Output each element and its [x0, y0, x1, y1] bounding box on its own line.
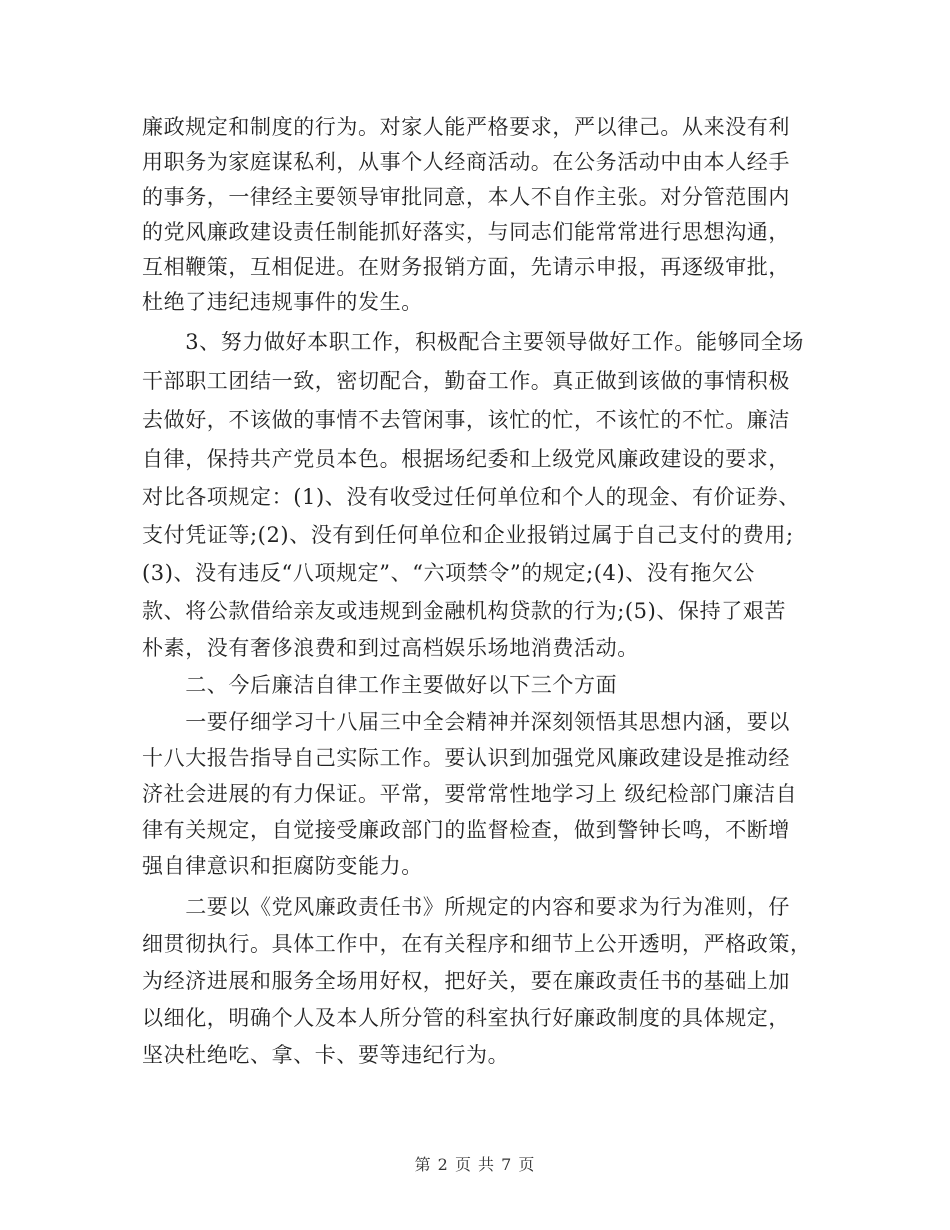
body-text-line: 廉政规定和制度的行为。对家人能严格要求，严以律己。从来没有利 — [142, 115, 790, 139]
body-text-line: (3)、没有违反“八项规定”、“六项禁令”的规定;(4)、没有拖欠公 — [142, 561, 755, 585]
body-text-line: 朴素，没有奢侈浪费和到过高档娱乐场地消费活动。 — [142, 636, 639, 660]
body-text-line: 自律，保持共产党员本色。根据场纪委和上级党风廉政建设的要求， — [142, 447, 790, 471]
body-text-line: 坚决杜绝吃、拿、卡、要等违纪行为。 — [142, 1043, 510, 1067]
body-text-line: 强自律意识和拒腐防变能力。 — [142, 854, 423, 878]
body-text-line: 款、将公款借给亲友或违规到金融机构贷款的行为;(5)、保持了艰苦 — [142, 599, 787, 623]
body-text-line: 为经济进展和服务全场用好权，把好关，要在廉政责任书的基础上加 — [142, 969, 790, 993]
body-text-line: 以细化，明确个人及本人所分管的科室执行好廉政制度的具体规定， — [142, 1006, 790, 1030]
body-text-line: 杜绝了违纪违规事件的发生。 — [142, 290, 423, 314]
body-text-line: 细贯彻执行。具体工作中，在有关程序和细节上公开透明，严格政策， — [142, 932, 812, 956]
section-heading: 二、今后廉洁自律工作主要做好以下三个方面 — [142, 673, 618, 697]
body-text-line: 一要仔细学习十八届三中全会精神并深刻领悟其思想内涵，要以 — [142, 710, 790, 734]
body-text-line: 支付凭证等;(2)、没有到任何单位和企业报销过属于自己支付的费用; — [142, 523, 794, 547]
body-text-line: 的党风廉政建设责任制能抓好落实，与同志们能常常进行思想沟通， — [142, 220, 790, 244]
body-text-line: 用职务为家庭谋私利，从事个人经商活动。在公务活动中由本人经手 — [142, 150, 790, 174]
body-text-line: 对比各项规定：(1)、没有收受过任何单位和个人的现金、有价证券、 — [142, 485, 800, 509]
body-text-line: 互相鞭策，互相促进。在财务报销方面，先请示申报，再逐级审批， — [142, 255, 790, 279]
body-text-line: 干部职工团结一致，密切配合，勤奋工作。真正做到该做的事情积极 — [142, 369, 790, 393]
body-text-line: 济社会进展的有力保证。平常，要常常性地学习上 级纪检部门廉洁自 — [142, 782, 798, 806]
body-text-line: 的事务，一律经主要领导审批同意，本人不自作主张。对分管范围内 — [142, 185, 790, 209]
body-text-line: 去做好，不该做的事情不去管闲事，该忙的忙，不该忙的不忙。廉洁 — [142, 408, 790, 432]
body-text-line: 十八大报告指导自己实际工作。要认识到加强党风廉政建设是推动经 — [142, 746, 790, 770]
body-text-line: 3、努力做好本职工作，积极配合主要领导做好工作。能够同全场 — [142, 330, 804, 354]
body-text-line: 律有关规定，自觉接受廉政部门的监督检查，做到警钟长鸣，不断增 — [142, 818, 790, 842]
page-number-footer: 第 2 页 共 7 页 — [414, 1155, 536, 1174]
body-text-line: 二要以《党风廉政责任书》所规定的内容和要求为行为准则，仔 — [142, 895, 790, 919]
